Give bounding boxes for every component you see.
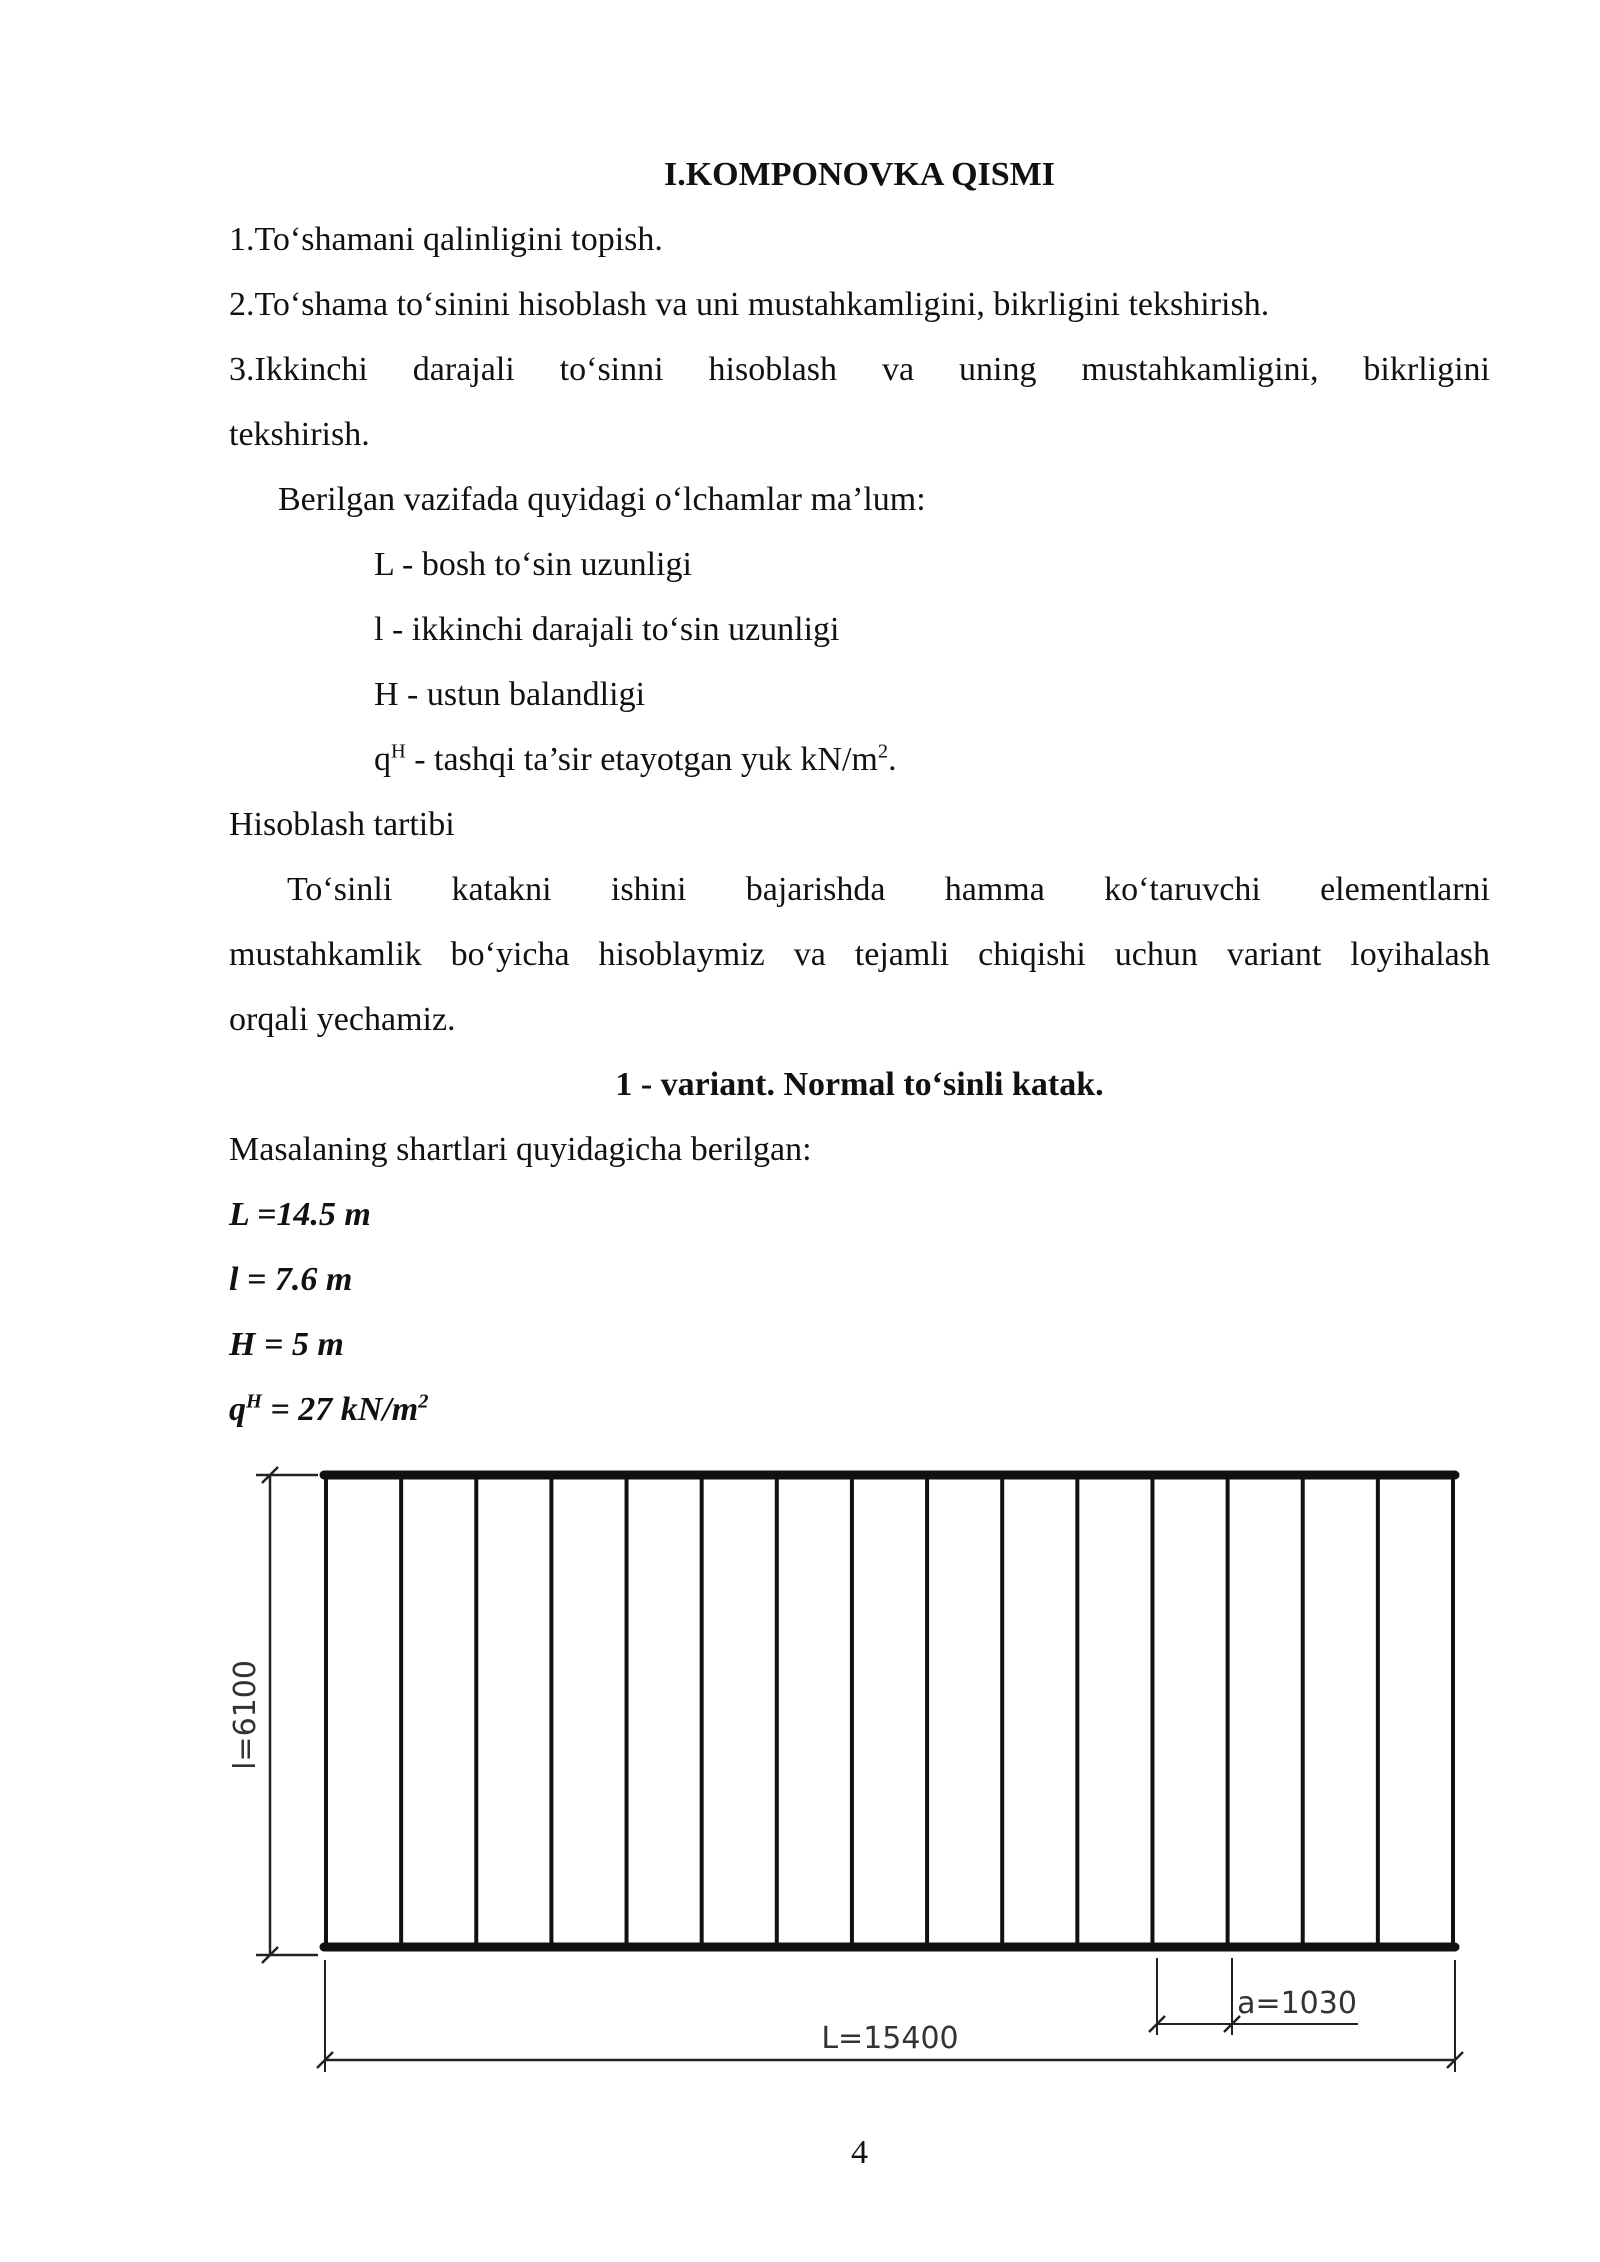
procedure-title: Hisoblash tartibi [229,806,455,843]
given-value-l: l = 7.6 m [229,1261,353,1298]
beam-grid-diagram [220,1460,1510,2080]
height-dimension [228,1467,318,1963]
conditions-intro: Masalaning shartlari quyidagicha berilgan: [229,1131,812,1168]
given-value-L: L =14.5 m [229,1196,371,1233]
definition-L: L - bosh to‘sin uzunligi [374,546,692,583]
task-item-3: 3.Ikkinchi darajali to‘sinni hisoblash va uning mustahkamligini, bikrligini [229,351,1490,388]
definition-q-symbol: q [374,741,391,778]
definition-q-unit-exponent: 2 [877,740,889,763]
given-intro: Berilgan vazifada quyidagi o‘lchamlar ma’lum: [278,481,926,518]
beam-grid [324,1475,1455,1947]
definition-H: H - ustun balandligi [374,676,646,713]
procedure-line-3: orqali yechamiz. [229,1001,456,1038]
procedure-line-2: mustahkamlik bo‘yicha hisoblaymiz va tejamli chiqishi uchun variant loyihalash [229,936,1490,973]
spacing-dimension [1149,1958,1358,2035]
definition-q-superscript: H [391,740,406,763]
definition-q-end: . [888,741,897,778]
task-item-3-continuation: tekshirish. [229,416,370,453]
given-q-unit-exponent: 2 [418,1390,429,1413]
given-q-text: = 27 kN/m [261,1391,419,1428]
definition-l: l - ikkinchi darajali to‘sin uzunligi [374,611,840,648]
height-dimension-label: l=6100 [228,1660,263,1770]
given-value-H: H = 5 m [229,1326,344,1363]
task-item-1: 1.To‘shamani qalinligini topish. [229,221,663,258]
task-item-2: 2.To‘shama to‘sinini hisoblash va uni mustahkamligini, bikrligini tekshirish. [229,286,1270,323]
definition-q-text: - tashqi ta’sir etayotgan yuk kN/m [405,741,878,778]
given-value-q [229,1390,1490,1430]
spacing-dimension-label: a=1030 [1237,1986,1357,2021]
procedure-line-1: To‘sinli katakni ishini bajarishda hamma ko‘taruvchi elementlarni [287,871,1490,908]
given-q-superscript: H [246,1390,262,1413]
definition-q [374,740,897,780]
given-q-symbol: q [229,1391,246,1428]
page-number: 4 [851,2134,868,2171]
length-dimension-label: L=15400 [821,2021,959,2056]
section-heading: I.KOMPONOVKA QISMI [663,156,1056,193]
variant-title: 1 - variant. Normal to‘sinli katak. [615,1066,1104,1103]
